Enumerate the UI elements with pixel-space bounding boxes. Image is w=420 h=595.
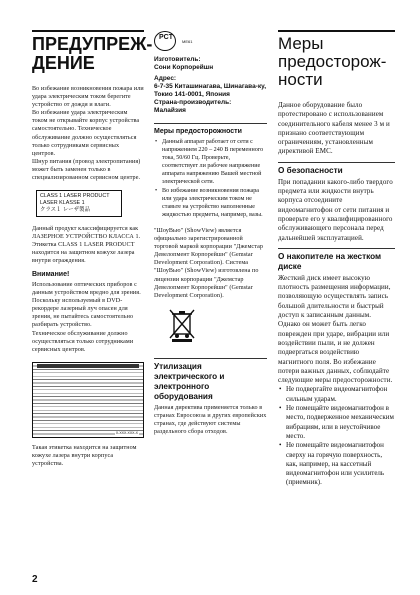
precautions-column [278,30,395,488]
list-item: • Не помещайте видеомагнитофон сверху на горячую поверхность, как, например, на кассетный видеомагнитофон или усилитель (приемник). [286,441,395,487]
warning-paragraph-service: Во избежание удара электрическим током не открывайте корпус устройства самостоятельно. Техническое обслуживание должно осуществляться только сотрудниками сервисных центров. [32,110,140,157]
hdd-heading: О накопителе на жестком диске [278,248,395,272]
list-item: • Не подвергайте видеомагнитофон сильным ударам. [286,385,395,404]
manufacturer-column [154,30,267,436]
list-item: • Во избежание возникновения пожара или удара электрическим током не ставьте на устройство наполненные жидкостью предметы, например, вазы. [162,187,267,219]
caution-paragraph-service: Техническое обслуживание должно осуществляться только сотрудниками сервисных центров. [32,330,134,353]
precautions-list [154,138,267,219]
laser-label-line: クラス１ レーザ製品 [40,206,90,213]
warning-paragraph-fire: Во избежание возникновения пожара или удара электрическим током берегите устройство от дождя и влаги. [32,86,144,109]
laser-class-label [36,190,122,216]
page-number: 2 [32,574,38,585]
warning-column [32,30,153,468]
hdd-paragraph: Жесткий диск имеет высокую плотность размещения информации, позволяющую осуществлять запись большой длительности и быстрый доступ к записанным данным. Однако он может быть легко поврежден при ударе, вибрации или воздействии пыли, и не должен подвергаться воздействию магнитного поля. Во избежание потери важных данных, соблюдайте следующие меры предосторожности. [278,273,393,385]
warning-label-code: X-XXX-XXX-X [115,430,138,435]
emc-paragraph: Данное оборудование было протестировано с использованием соединительного кабеля менее 3 м и признано соответствующим ограничениям, установленным директивой EMC. [278,101,390,156]
rostest-logo-icon [154,31,176,51]
safety-paragraph: При попадании какого-либо твердого предмета или жидкости внутрь корпуса отсоедините видеомагнитофон от сети питания и проверьте его у квалифицированного обслуживающего персонала перед дальнейшей эксплуатацией. [278,177,393,242]
safety-heading: О безопасности [278,162,395,176]
certification-logos [154,30,267,52]
laser-class-paragraph: Данный продукт классифицируется как ЛАЗЕРНОЕ УСТРОЙСТВО КЛАССА 1. Этикетка CLASS 1 LASER PRODUCT находится на защитном кожухе лазера внутри ограждения. [32,225,141,264]
laser-warning-label-image [32,362,144,438]
laser-label-line: CLASS 1 LASER PRODUCT [40,193,110,200]
warning-title-rule [32,30,153,73]
list-item: • Не помещайте видеомагнитофон в место, подверженное механическим вибрациям, или в неустойчивое место. [286,404,395,441]
precautions-heading: Меры предосторожности [154,123,267,136]
laser-label-line: LASER KLASSE 1 [40,199,85,206]
hdd-precautions-list [278,385,395,487]
gost-code: ME61 [182,38,193,44]
country-heading: Страна-производитель: [154,99,232,106]
address-heading: Адрес: [154,75,177,82]
disposal-heading: Утилизация электрического и электронного оборудования [154,358,267,402]
address-text: 6-7-35 Киташинагава, Шинагава-ку, Токио 141-0001, Япония [154,83,267,98]
showview-paragraph: "ШоуВью" (ShowView) является официально зарегистрированной торговой маркой корпорации "Джемстар Девелопмент Корпорейшн" (Gemstar Development Corporation). Система "ШоуВью" (ShowView) изготовлена по лицензии корпорации "Джемстар Девелопмент Корпорейшн" (Gemstar Development Corporation). [154,227,264,299]
disposal-paragraph: Данная директива применяется только в странах Евросоюза и других европейских странах, где действуют системы раздельного сбора отходов. [154,404,267,436]
country-text: Малайзия [154,107,186,114]
warning-paragraph-cord: Шнур питания (провод электропитания) может быть заменен только в специализированном сервисном центре. [32,158,141,182]
crossed-out-bin-icon [168,308,196,342]
maker-name: Сони Корпорейшн [154,64,214,71]
precautions-title: Меры предосторож- ности [278,34,387,89]
precautions-title-rule [278,30,395,89]
list-item: • Данный аппарат работает от сети с напряжением 220 – 240 В переменного тока, 50/60 Гц. Проверьте, соответствует ли рабочее напряжение аппарата напряжению Вашей местной электрической сети. [162,138,267,187]
maker-heading: Изготовитель: [154,56,201,63]
warning-label-header [37,364,139,368]
warning-title: ПРЕДУПРЕЖ- ДЕНИЕ [32,34,153,73]
caution-paragraph-optics: Использование оптических приборов с данным устройством вредно для зрения. Поскольку используемый в DVD-рекордере лазерный луч опасен для зрения, не пытайтесь самостоятельно разбирать устройство. [32,281,141,329]
caution-heading: Внимание! [32,270,70,278]
rostest-mark: PCT [159,34,173,41]
label-location-paragraph: Такая этикетка находится на защитном кожухе лазера внутри корпуса устройства. [32,444,137,468]
